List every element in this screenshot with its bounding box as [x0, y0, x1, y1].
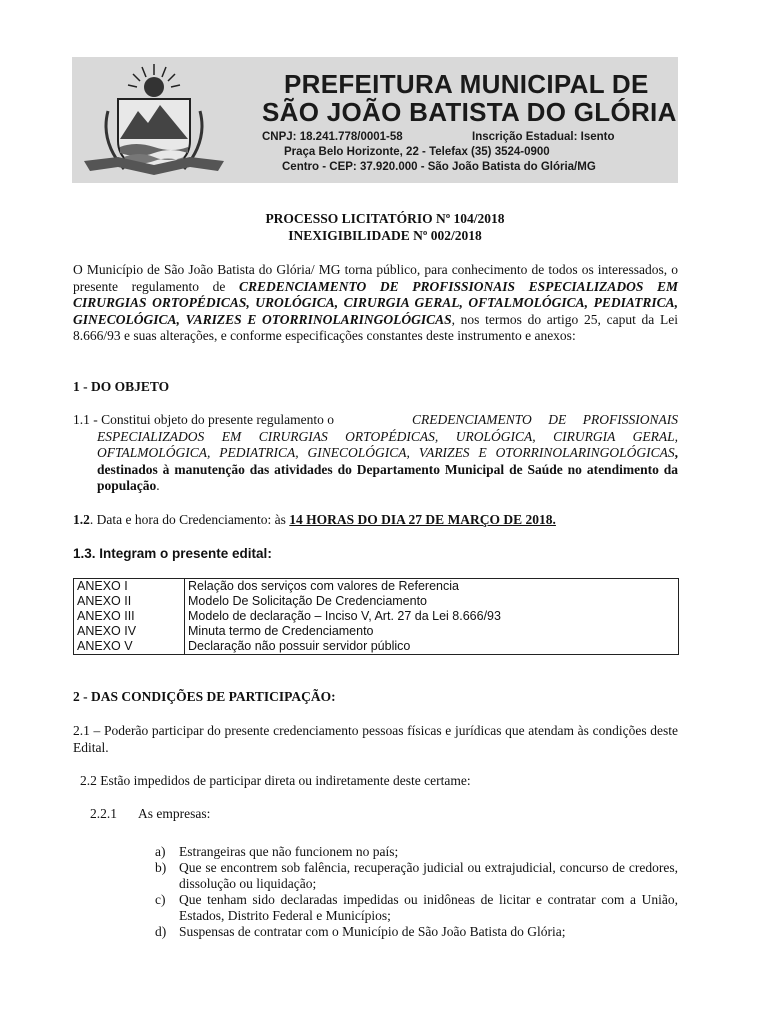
- clause-1-3-heading: 1.3. Integram o presente edital:: [73, 546, 272, 561]
- intro-text-c: , nos termos do artigo 25, caput da Lei 8.666/93 e suas alterações, e conforme especificações constantes deste instrumento e anexos:: [73, 311, 678, 343]
- list-item-marker: c): [155, 892, 166, 907]
- letterhead-banner: [72, 57, 678, 183]
- annex-name: ANEXO IV: [74, 624, 185, 639]
- clause-1-2-number: 1.2: [73, 512, 90, 527]
- intro-object-emphasis: CREDENCIAMENTO DE PROFISSIONAIS ESPECIALIZADOS EM CIRURGIAS ORTOPÉDICAS, UROLÓGICA, CIRURGIA GERAL, OFTALMOLÓGICA, PEDIATRICA, GINECOLÓGICA, VARIZES E OTORRINOLARINGOLÓGICAS: [73, 278, 678, 327]
- clause-1-1-purpose: , destinados à manutenção das atividades do Departamento Municipal de Saúde no atendimento da população: [97, 445, 678, 493]
- annex-name: ANEXO II: [74, 594, 185, 609]
- process-title: PROCESSO LICITATÓRIO Nº 104/2018: [265, 211, 505, 226]
- clause-2-2-1-text: As empresas:: [138, 806, 211, 821]
- clause-1-2: [73, 512, 678, 529]
- header-address-line1: Praça Belo Horizonte, 22 - Telefax (35) 3524-0900: [284, 146, 550, 158]
- clause-1-1-body: [97, 412, 678, 495]
- list-item-text: Que tenham sido declaradas impedidas ou inidôneas de licitar e contratar com a União, Estados, Distrito Federal e Municípios;: [179, 892, 678, 923]
- header-inscricao: Inscrição Estadual: Isento: [472, 131, 615, 143]
- annex-row: [74, 639, 679, 655]
- list-item: [155, 860, 678, 892]
- list-item-text: Estrangeiras que não funcionem no país;: [179, 844, 399, 859]
- intro-text-a: O Município de São João Batista do Glória/ MG torna público, para conhecimento de todos os interessados, o presente regulamento de: [73, 262, 678, 294]
- clause-1-2-text: . Data e hora do Credenciamento: às: [89, 512, 290, 527]
- annex-row: [74, 609, 679, 624]
- intro-paragraph: [73, 262, 678, 345]
- annex-description: Minuta termo de Credenciamento: [185, 624, 679, 639]
- clause-1-1-object-emphasis: CREDENCIAMENTO DE PROFISSIONAIS ESPECIALIZADOS EM CIRURGIAS ORTOPÉDICAS, UROLÓGICA, CIRURGIA GERAL, OFTALMOLÓGICA, PEDIATRICA, GINECOLÓGICA, VARIZES E OTORRINOLARINGOLÓGICAS: [97, 412, 678, 460]
- clause-1-1-period: .: [156, 478, 160, 493]
- annex-name: ANEXO V: [74, 639, 185, 655]
- clause-2-2: 2.2 Estão impedidos de participar direta ou indiretamente deste certame:: [80, 773, 471, 788]
- list-item: [155, 924, 678, 940]
- list-item-marker: b): [155, 860, 167, 875]
- annex-row: [74, 579, 679, 595]
- annex-name: ANEXO I: [74, 579, 185, 595]
- list-item-text: Que se encontrem sob falência, recuperação judicial ou extrajudicial, concurso de credores, dissolução ou liquidação;: [179, 860, 678, 891]
- list-item-marker: a): [155, 844, 166, 859]
- header-cnpj: CNPJ: 18.241.778/0001-58: [262, 131, 403, 143]
- clause-1-1-text-a: Constitui objeto do presente regulamento o: [101, 412, 334, 427]
- annex-description: Modelo de declaração – Inciso V, Art. 27 da Lei 8.666/93: [185, 609, 679, 624]
- clause-1-1-number: 1.1 -: [73, 412, 102, 427]
- clause-2-2-1-number: 2.2.1: [90, 806, 117, 821]
- list-item: [155, 892, 678, 924]
- annex-row: [74, 594, 679, 609]
- annex-row: [74, 624, 679, 639]
- header-title-line2: SÃO JOÃO BATISTA DO GLÓRIA: [262, 97, 677, 127]
- clause-2-1: 2.1 – Poderão participar do presente credenciamento pessoas físicas e jurídicas que atendam às condições deste Edital.: [73, 723, 678, 755]
- list-item: [155, 844, 678, 860]
- annex-name: ANEXO III: [74, 609, 185, 624]
- section-2-heading: 2 - DAS CONDIÇÕES DE PARTICIPAÇÃO:: [73, 689, 336, 704]
- municipal-crest-icon: [78, 61, 230, 179]
- annex-table: [73, 578, 679, 655]
- impediment-list: [155, 844, 678, 940]
- annex-description: Declaração não possuir servidor público: [185, 639, 679, 655]
- inexigibility-title: INEXIGIBILIDADE Nº 002/2018: [288, 228, 482, 243]
- header-address-line2: Centro - CEP: 37.920.000 - São João Batista do Glória/MG: [282, 161, 596, 173]
- annex-description: Relação dos serviços com valores de Referencia: [185, 579, 679, 595]
- annex-description: Modelo De Solicitação De Credenciamento: [185, 594, 679, 609]
- section-1-heading: 1 - DO OBJETO: [73, 379, 170, 394]
- header-title-line1: PREFEITURA MUNICIPAL DE: [284, 69, 649, 99]
- clause-1-2-date: 14 HORAS DO DIA 27 DE MARÇO DE 2018.: [289, 512, 556, 527]
- list-item-text: Suspensas de contratar com o Município de São João Batista do Glória;: [179, 924, 566, 939]
- list-item-marker: d): [155, 924, 167, 939]
